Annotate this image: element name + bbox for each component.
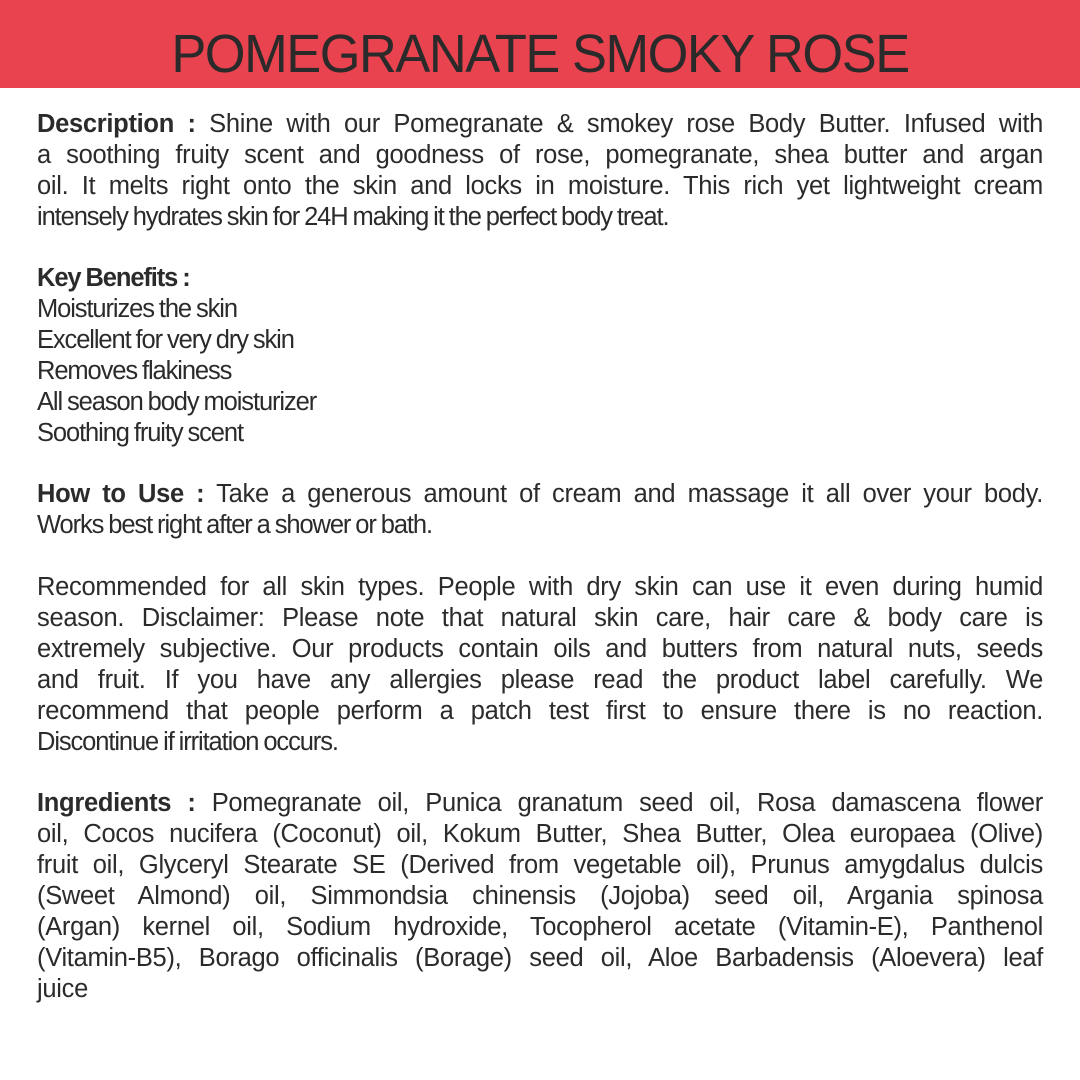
disclaimer-line: season. Disclaimer: Please note that natural skin care, hair care & body care is xyxy=(37,604,1043,632)
disclaimer-section xyxy=(37,572,1043,758)
title-banner xyxy=(0,0,1080,88)
description-line: a soothing fruity scent and goodness of rose, pomegranate, shea butter and argan xyxy=(37,141,1043,169)
ingredients-line: (Vitamin-B5), Borago officinalis (Borage) seed oil, Aloe Barbadensis (Aloevera) leaf xyxy=(37,944,1043,972)
disclaimer-line: Discontinue if irritation occurs. xyxy=(37,728,338,756)
benefit-item: All season body moisturizer xyxy=(37,388,317,416)
ingredients-line: oil, Cocos nucifera (Coconut) oil, Kokum Butter, Shea Butter, Olea europaea (Olive) xyxy=(37,820,1043,848)
description-line: Description : Shine with our Pomegranate & smokey rose Body Butter. Infused with xyxy=(37,110,1043,138)
disclaimer-line: and fruit. If you have any allergies please read the product label carefully. We xyxy=(37,666,1043,694)
how-to-use-line: Works best right after a shower or bath. xyxy=(37,511,432,539)
how-to-use-label: How to Use : xyxy=(37,480,205,508)
disclaimer-line: extremely subjective. Our products contain oils and butters from natural nuts, seeds xyxy=(37,635,1043,663)
ingredients-line: juice xyxy=(37,975,88,1003)
key-benefits-section xyxy=(37,263,1043,449)
disclaimer-line: Recommended for all skin types. People with dry skin can use it even during humid xyxy=(37,573,1043,601)
product-title: POMEGRANATE SMOKY ROSE xyxy=(171,24,909,84)
benefit-item: Moisturizes the skin xyxy=(37,295,237,323)
benefit-item: Soothing fruity scent xyxy=(37,419,243,447)
ingredients-line: (Argan) kernel oil, Sodium hydroxide, Tocopherol acetate (Vitamin-E), Panthenol xyxy=(37,913,1043,941)
ingredients-line: Ingredients : Pomegranate oil, Punica granatum seed oil, Rosa damascena flower xyxy=(37,789,1043,817)
description-line: oil. It melts right onto the skin and locks in moisture. This rich yet lightweight cream xyxy=(37,172,1043,200)
description-section xyxy=(37,109,1043,233)
key-benefits-label: Key Benefits : xyxy=(37,264,190,292)
benefit-item: Excellent for very dry skin xyxy=(37,326,294,354)
description-line: intensely hydrates skin for 24H making it the perfect body treat. xyxy=(37,203,669,231)
description-label: Description : xyxy=(37,110,196,138)
how-to-use-section xyxy=(37,479,1043,541)
ingredients-line: fruit oil, Glyceryl Stearate SE (Derived from vegetable oil), Prunus amygdalus dulcis xyxy=(37,851,1043,879)
how-to-use-line: How to Use : Take a generous amount of cream and massage it all over your body. xyxy=(37,480,1043,508)
ingredients-line: (Sweet Almond) oil, Simmondsia chinensis (Jojoba) seed oil, Argania spinosa xyxy=(37,882,1043,910)
benefit-item: Removes flakiness xyxy=(37,357,232,385)
disclaimer-line: recommend that people perform a patch test first to ensure there is no reaction. xyxy=(37,697,1043,725)
ingredients-section xyxy=(37,788,1043,1005)
ingredients-label: Ingredients : xyxy=(37,789,196,817)
